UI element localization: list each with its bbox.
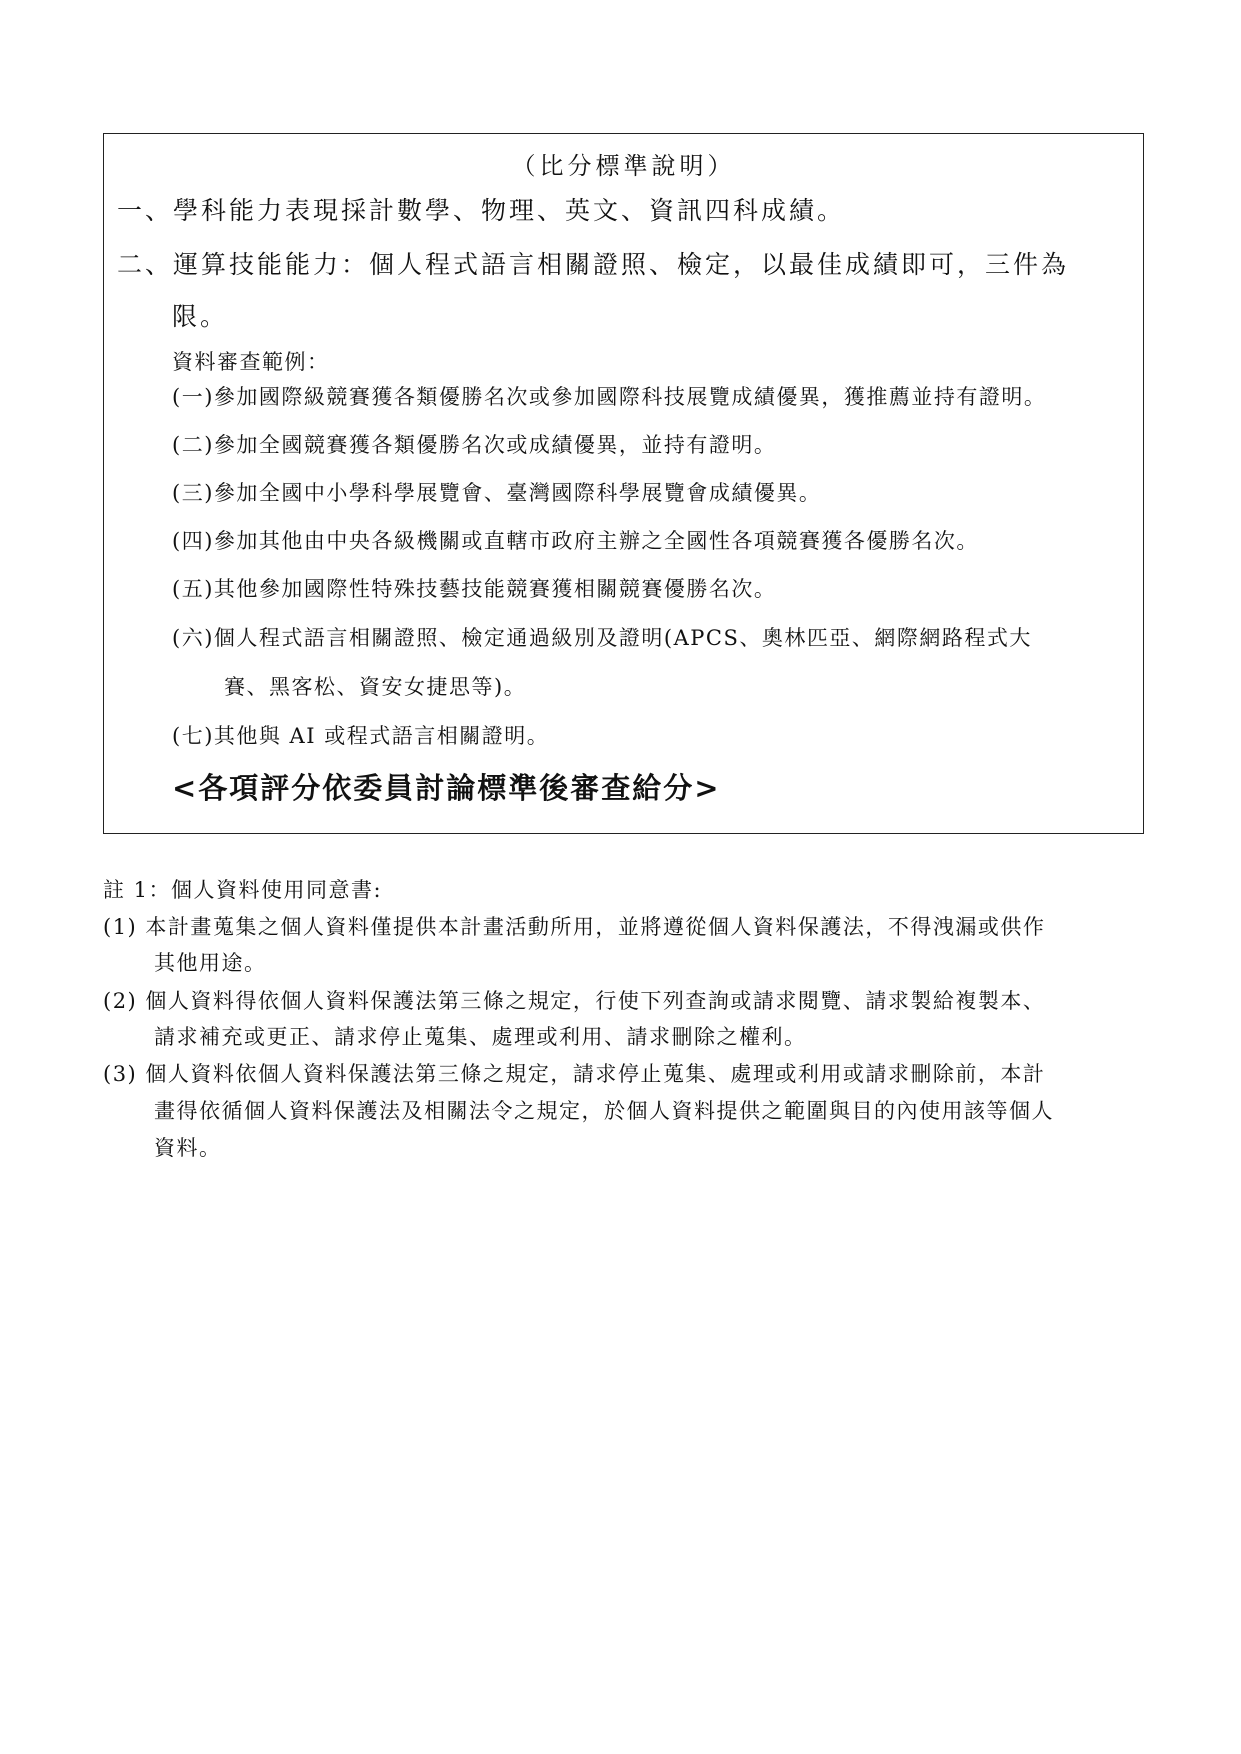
example-item-4: (四)參加其他由中央各級機關或直轄市政府主辦之全國性各項競賽獲各優勝名次。 (172, 529, 979, 553)
scoring-criteria-box (103, 133, 1144, 834)
example-item-7: (七)其他與 AI 或程式語言相關證明。 (172, 724, 550, 748)
privacy-note-heading: 註 1：個人資料使用同意書: (103, 878, 383, 902)
privacy-item-2-continuation: 請求補充或更正、請求停止蒐集、處理或利用、請求刪除之權利。 (154, 1025, 807, 1049)
privacy-item-3: (3) 個人資料依個人資料保護法第三條之規定，請求停止蒐集、處理或利用或請求刪除前，本計 (103, 1062, 1046, 1086)
privacy-item-1: (1) 本計畫蒐集之個人資料僅提供本計畫活動所用，並將遵從個人資料保護法，不得洩漏或供作 (103, 915, 1046, 939)
scoring-closing-note: <各項評分依委員討論標準後審查給分> (172, 771, 721, 805)
example-item-6-continuation: 賽、黑客松、資安女捷思等)。 (224, 675, 527, 699)
example-item-6: (六)個人程式語言相關證照、檢定通過級別及證明(APCS、奧林匹亞、網際網路程式大 (172, 626, 1032, 650)
criteria-title: （比分標準說明） (511, 152, 736, 180)
example-item-3: (三)參加全國中小學科學展覽會、臺灣國際科學展覽會成績優異。 (172, 481, 822, 505)
example-item-5: (五)其他參加國際性特殊技藝技能競賽獲相關競賽優勝名次。 (172, 577, 777, 601)
criteria-item-2: 二、運算技能能力：個人程式語言相關證照、檢定，以最佳成績即可，三件為 (117, 250, 1070, 279)
privacy-item-2: (2) 個人資料得依個人資料保護法第三條之規定，行使下列查詢或請求閱覽、請求製給複製本、 (103, 989, 1046, 1013)
example-item-2: (二)參加全國競賽獲各類優勝名次或成績優異，並持有證明。 (172, 433, 777, 457)
privacy-item-1-continuation: 其他用途。 (154, 951, 267, 975)
privacy-item-3-continuation-2: 資料。 (154, 1136, 222, 1160)
privacy-item-3-continuation-1: 畫得依循個人資料保護法及相關法令之規定，於個人資料提供之範圍與目的內使用該等個人 (154, 1099, 1054, 1123)
examples-heading: 資料審查範例： (172, 350, 330, 374)
example-item-1: (一)參加國際級競賽獲各類優勝名次或參加國際科技展覽成績優異，獲推薦並持有證明。 (172, 385, 1047, 409)
criteria-item-2-continuation: 限。 (172, 302, 229, 331)
criteria-item-1: 一、學科能力表現採計數學、物理、英文、資訊四科成績。 (117, 196, 846, 225)
